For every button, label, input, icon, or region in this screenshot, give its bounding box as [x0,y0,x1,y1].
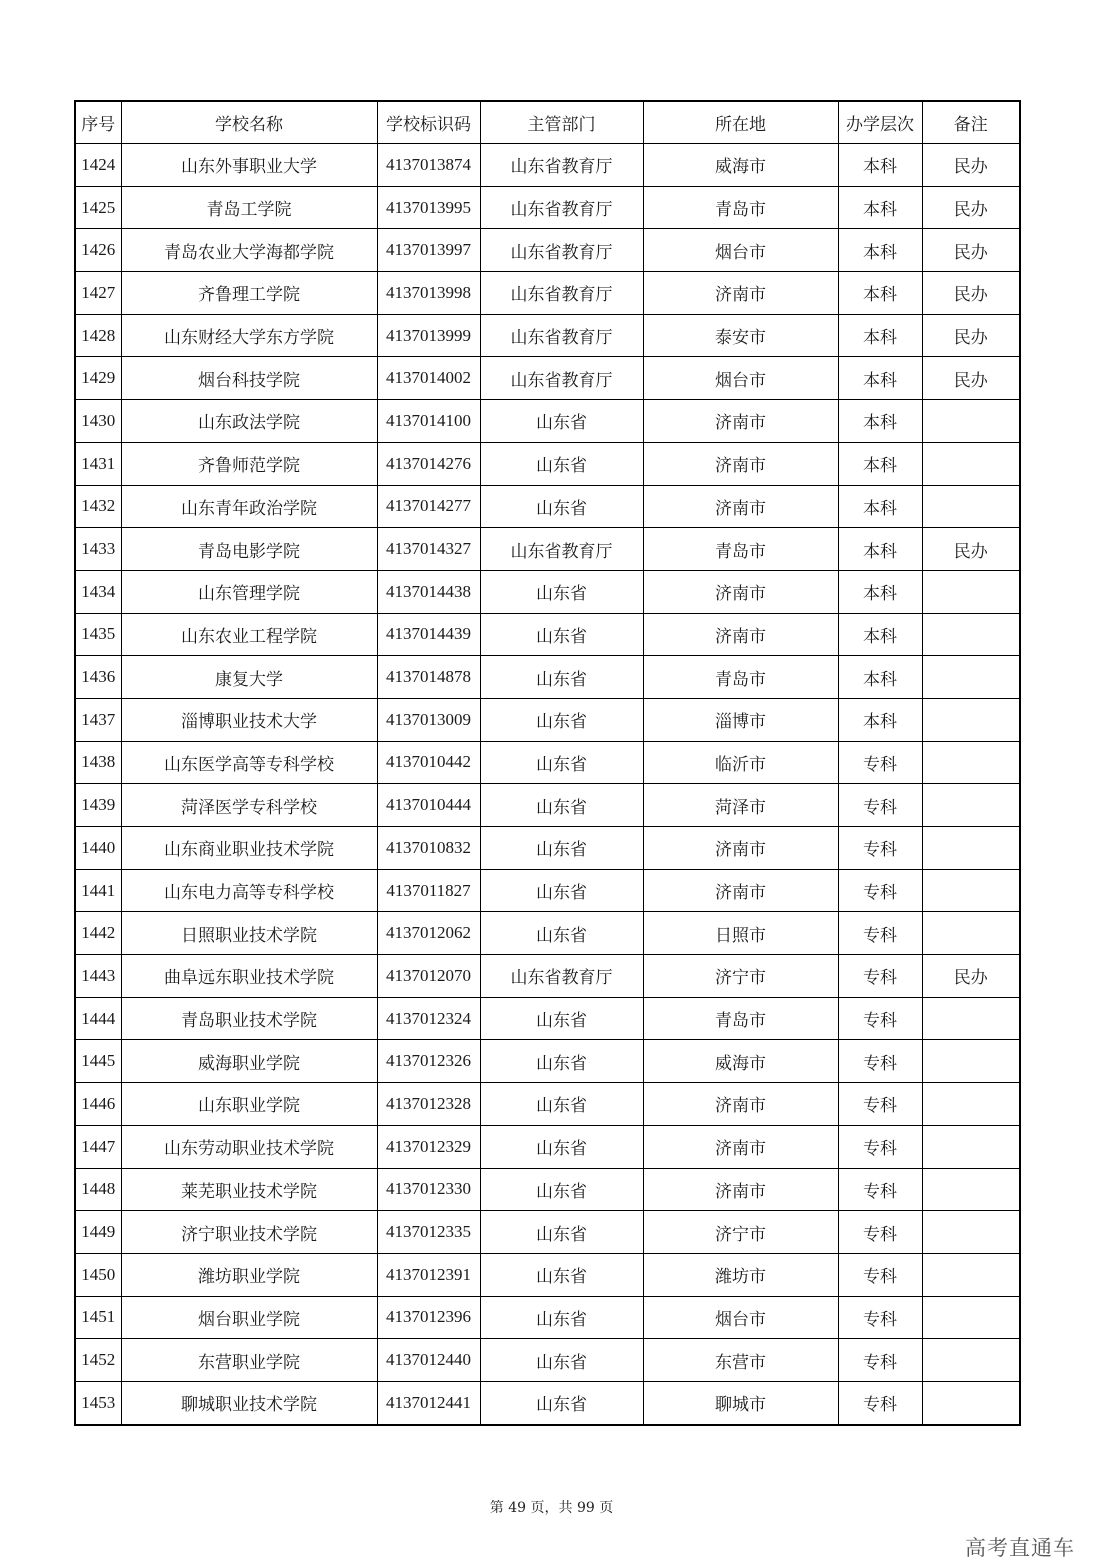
cell-school-name: 山东农业工程学院 [121,613,377,656]
cell-remark [922,784,1020,827]
cell-remark [922,912,1020,955]
cell-location: 济宁市 [643,955,838,998]
cell-level: 本科 [838,656,922,699]
cell-school-code: 4137014327 [377,528,480,571]
cell-location: 临沂市 [643,741,838,784]
table-row [75,912,1020,955]
cell-seq: 1444 [75,997,121,1040]
cell-seq: 1438 [75,741,121,784]
cell-school-code: 4137012441 [377,1381,480,1424]
table-row [75,1381,1020,1424]
cell-school-code: 4137012062 [377,912,480,955]
table-row [75,1253,1020,1296]
cell-location: 烟台市 [643,357,838,400]
cell-department: 山东省 [480,1125,643,1168]
cell-school-code: 4137012324 [377,997,480,1040]
header-remark: 备注 [922,101,1020,144]
cell-seq: 1452 [75,1339,121,1382]
cell-department: 山东省 [480,442,643,485]
cell-remark [922,1296,1020,1339]
cell-school-name: 山东医学高等专科学校 [121,741,377,784]
cell-school-name: 威海职业学院 [121,1040,377,1083]
cell-level: 专科 [838,1296,922,1339]
cell-school-code: 4137013999 [377,314,480,357]
header-seq: 序号 [75,101,121,144]
cell-department: 山东省 [480,698,643,741]
cell-seq: 1448 [75,1168,121,1211]
cell-school-name: 潍坊职业学院 [121,1253,377,1296]
cell-remark: 民办 [922,357,1020,400]
cell-seq: 1431 [75,442,121,485]
cell-department: 山东省教育厅 [480,186,643,229]
cell-department: 山东省 [480,741,643,784]
cell-seq: 1451 [75,1296,121,1339]
cell-department: 山东省 [480,400,643,443]
cell-seq: 1434 [75,570,121,613]
cell-location: 济南市 [643,400,838,443]
cell-level: 本科 [838,357,922,400]
cell-location: 泰安市 [643,314,838,357]
cell-remark [922,1125,1020,1168]
cell-seq: 1432 [75,485,121,528]
cell-location: 济南市 [643,1168,838,1211]
cell-location: 潍坊市 [643,1253,838,1296]
table-row [75,272,1020,315]
cell-location: 青岛市 [643,656,838,699]
cell-remark: 民办 [922,229,1020,272]
cell-remark [922,1381,1020,1424]
cell-seq: 1426 [75,229,121,272]
cell-remark [922,997,1020,1040]
cell-level: 专科 [838,955,922,998]
cell-remark: 民办 [922,955,1020,998]
cell-remark [922,1083,1020,1126]
cell-school-code: 4137013995 [377,186,480,229]
cell-remark [922,698,1020,741]
cell-remark: 民办 [922,528,1020,571]
header-department: 主管部门 [480,101,643,144]
cell-school-code: 4137010442 [377,741,480,784]
cell-seq: 1437 [75,698,121,741]
cell-location: 济南市 [643,485,838,528]
table-row [75,186,1020,229]
cell-school-code: 4137013874 [377,144,480,187]
cell-location: 济南市 [643,613,838,656]
cell-department: 山东省 [480,485,643,528]
cell-seq: 1435 [75,613,121,656]
cell-remark [922,869,1020,912]
cell-school-code: 4137012391 [377,1253,480,1296]
cell-level: 专科 [838,1211,922,1254]
cell-department: 山东省 [480,1381,643,1424]
cell-department: 山东省教育厅 [480,144,643,187]
cell-department: 山东省教育厅 [480,955,643,998]
cell-level: 本科 [838,272,922,315]
table-row [75,528,1020,571]
cell-school-code: 4137012326 [377,1040,480,1083]
cell-school-code: 4137012330 [377,1168,480,1211]
cell-level: 本科 [838,485,922,528]
cell-seq: 1425 [75,186,121,229]
cell-seq: 1430 [75,400,121,443]
cell-remark [922,741,1020,784]
table-row [75,1339,1020,1382]
table-row [75,613,1020,656]
cell-school-code: 4137014276 [377,442,480,485]
cell-department: 山东省 [480,1168,643,1211]
cell-remark [922,1040,1020,1083]
cell-school-code: 4137010444 [377,784,480,827]
cell-school-name: 齐鲁理工学院 [121,272,377,315]
header-school-code: 学校标识码 [377,101,480,144]
table-row [75,1040,1020,1083]
cell-level: 本科 [838,314,922,357]
cell-department: 山东省教育厅 [480,528,643,571]
cell-school-name: 青岛职业技术学院 [121,997,377,1040]
cell-remark [922,400,1020,443]
cell-level: 专科 [838,912,922,955]
table-row [75,1168,1020,1211]
watermark-text: 高考直通车 [965,1536,1075,1560]
cell-location: 济南市 [643,272,838,315]
cell-location: 菏泽市 [643,784,838,827]
cell-level: 本科 [838,528,922,571]
cell-location: 济南市 [643,827,838,870]
cell-school-name: 东营职业学院 [121,1339,377,1382]
table-row [75,314,1020,357]
cell-location: 聊城市 [643,1381,838,1424]
cell-seq: 1427 [75,272,121,315]
cell-school-code: 4137014878 [377,656,480,699]
cell-school-name: 山东电力高等专科学校 [121,869,377,912]
cell-school-name: 山东管理学院 [121,570,377,613]
cell-seq: 1436 [75,656,121,699]
cell-school-code: 4137012335 [377,1211,480,1254]
cell-school-name: 烟台职业学院 [121,1296,377,1339]
cell-school-name: 曲阜远东职业技术学院 [121,955,377,998]
cell-level: 本科 [838,698,922,741]
cell-seq: 1447 [75,1125,121,1168]
cell-remark [922,485,1020,528]
cell-school-name: 淄博职业技术大学 [121,698,377,741]
cell-school-name: 康复大学 [121,656,377,699]
cell-level: 专科 [838,1339,922,1382]
cell-level: 本科 [838,613,922,656]
table-row [75,144,1020,187]
cell-department: 山东省 [480,1040,643,1083]
cell-department: 山东省 [480,1253,643,1296]
cell-seq: 1450 [75,1253,121,1296]
cell-location: 济南市 [643,1083,838,1126]
table-row [75,869,1020,912]
cell-location: 济南市 [643,570,838,613]
cell-level: 专科 [838,869,922,912]
table-row [75,570,1020,613]
cell-location: 济宁市 [643,1211,838,1254]
cell-level: 专科 [838,1125,922,1168]
cell-school-code: 4137012328 [377,1083,480,1126]
cell-remark [922,1211,1020,1254]
table-row [75,357,1020,400]
table-row [75,1125,1020,1168]
cell-school-code: 4137012070 [377,955,480,998]
cell-school-code: 4137014002 [377,357,480,400]
cell-school-name: 山东劳动职业技术学院 [121,1125,377,1168]
cell-school-code: 4137013998 [377,272,480,315]
cell-department: 山东省 [480,570,643,613]
cell-level: 本科 [838,229,922,272]
cell-seq: 1424 [75,144,121,187]
cell-level: 本科 [838,186,922,229]
cell-school-name: 青岛工学院 [121,186,377,229]
table-row [75,1296,1020,1339]
cell-seq: 1433 [75,528,121,571]
cell-location: 威海市 [643,144,838,187]
cell-level: 本科 [838,400,922,443]
table-row [75,442,1020,485]
institution-table [74,100,1021,1426]
cell-level: 专科 [838,1253,922,1296]
cell-school-code: 4137014100 [377,400,480,443]
table-row [75,698,1020,741]
cell-department: 山东省 [480,784,643,827]
cell-level: 专科 [838,1040,922,1083]
cell-level: 专科 [838,827,922,870]
table-row [75,229,1020,272]
cell-school-name: 菏泽医学专科学校 [121,784,377,827]
cell-department: 山东省教育厅 [480,272,643,315]
cell-location: 东营市 [643,1339,838,1382]
cell-seq: 1429 [75,357,121,400]
table-row [75,997,1020,1040]
cell-location: 济南市 [643,869,838,912]
cell-level: 本科 [838,144,922,187]
cell-department: 山东省教育厅 [480,314,643,357]
cell-remark [922,613,1020,656]
cell-location: 日照市 [643,912,838,955]
cell-seq: 1441 [75,869,121,912]
table-row [75,656,1020,699]
table-row [75,1083,1020,1126]
cell-remark [922,570,1020,613]
table-body [75,144,1020,1425]
cell-location: 青岛市 [643,997,838,1040]
cell-level: 专科 [838,1381,922,1424]
cell-remark [922,1339,1020,1382]
cell-department: 山东省 [480,1339,643,1382]
table-row [75,741,1020,784]
table-row [75,784,1020,827]
cell-school-name: 山东政法学院 [121,400,377,443]
cell-remark: 民办 [922,314,1020,357]
cell-school-code: 4137010832 [377,827,480,870]
header-location: 所在地 [643,101,838,144]
cell-school-name: 烟台科技学院 [121,357,377,400]
cell-department: 山东省 [480,1296,643,1339]
cell-department: 山东省教育厅 [480,229,643,272]
cell-school-name: 山东财经大学东方学院 [121,314,377,357]
cell-school-name: 山东职业学院 [121,1083,377,1126]
cell-level: 专科 [838,1168,922,1211]
cell-remark [922,1168,1020,1211]
header-level: 办学层次 [838,101,922,144]
cell-location: 济南市 [643,1125,838,1168]
table-row [75,827,1020,870]
cell-department: 山东省 [480,997,643,1040]
cell-level: 专科 [838,1083,922,1126]
cell-location: 淄博市 [643,698,838,741]
cell-seq: 1428 [75,314,121,357]
cell-school-code: 4137012396 [377,1296,480,1339]
cell-location: 济南市 [643,442,838,485]
cell-remark: 民办 [922,144,1020,187]
table-row [75,400,1020,443]
cell-school-name: 齐鲁师范学院 [121,442,377,485]
cell-department: 山东省 [480,912,643,955]
cell-school-code: 4137011827 [377,869,480,912]
cell-school-code: 4137012440 [377,1339,480,1382]
cell-remark: 民办 [922,186,1020,229]
cell-department: 山东省 [480,613,643,656]
cell-department: 山东省 [480,1083,643,1126]
cell-school-code: 4137013997 [377,229,480,272]
cell-school-name: 莱芜职业技术学院 [121,1168,377,1211]
table-row [75,1211,1020,1254]
cell-school-name: 日照职业技术学院 [121,912,377,955]
cell-seq: 1449 [75,1211,121,1254]
cell-seq: 1439 [75,784,121,827]
cell-department: 山东省 [480,827,643,870]
cell-remark [922,442,1020,485]
cell-location: 青岛市 [643,186,838,229]
cell-remark [922,656,1020,699]
cell-school-code: 4137012329 [377,1125,480,1168]
cell-school-code: 4137014277 [377,485,480,528]
cell-department: 山东省教育厅 [480,357,643,400]
cell-seq: 1453 [75,1381,121,1424]
cell-school-name: 济宁职业技术学院 [121,1211,377,1254]
cell-school-name: 聊城职业技术学院 [121,1381,377,1424]
cell-location: 青岛市 [643,528,838,571]
cell-school-name: 山东商业职业技术学院 [121,827,377,870]
table-header-row [75,101,1020,144]
cell-department: 山东省 [480,1211,643,1254]
cell-remark [922,827,1020,870]
cell-school-name: 青岛电影学院 [121,528,377,571]
cell-seq: 1446 [75,1083,121,1126]
cell-location: 烟台市 [643,1296,838,1339]
cell-school-code: 4137014438 [377,570,480,613]
cell-location: 烟台市 [643,229,838,272]
cell-location: 威海市 [643,1040,838,1083]
cell-seq: 1442 [75,912,121,955]
cell-remark: 民办 [922,272,1020,315]
cell-school-code: 4137014439 [377,613,480,656]
cell-department: 山东省 [480,869,643,912]
cell-school-code: 4137013009 [377,698,480,741]
cell-remark [922,1253,1020,1296]
cell-department: 山东省 [480,656,643,699]
cell-seq: 1443 [75,955,121,998]
cell-seq: 1445 [75,1040,121,1083]
header-school-name: 学校名称 [121,101,377,144]
cell-level: 专科 [838,784,922,827]
cell-level: 本科 [838,570,922,613]
cell-level: 专科 [838,997,922,1040]
cell-level: 专科 [838,741,922,784]
cell-school-name: 山东青年政治学院 [121,485,377,528]
cell-school-name: 青岛农业大学海都学院 [121,229,377,272]
table-row [75,485,1020,528]
page-number: 第 49 页，共 99 页 [489,1500,614,1516]
cell-level: 本科 [838,442,922,485]
cell-seq: 1440 [75,827,121,870]
table-row [75,955,1020,998]
cell-school-name: 山东外事职业大学 [121,144,377,187]
